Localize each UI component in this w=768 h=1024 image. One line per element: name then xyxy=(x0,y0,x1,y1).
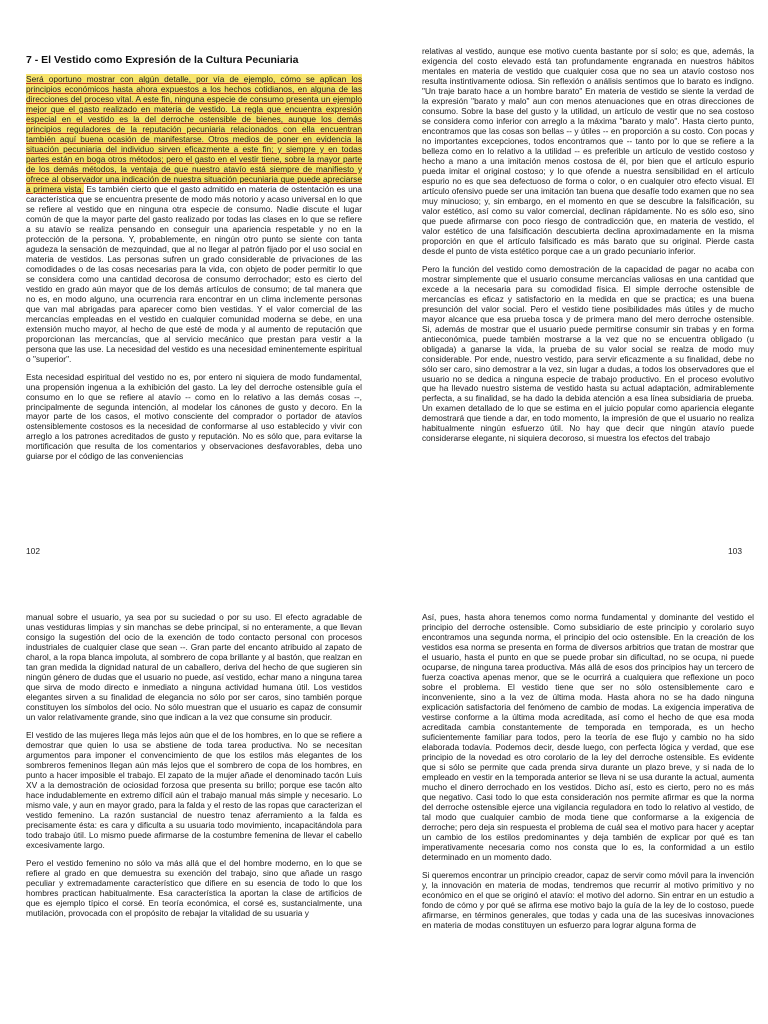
page-104 xyxy=(26,612,362,1024)
paragraph: El vestido de las mujeres llega más lejos aún que el de los hombres, en lo que se refiere a demostrar que quien lo usa se abstiene de toda tarea productiva. No se necesitan argumentos para imponer el convencimiento de que los estilos más elegantes de los sombreros femeninos llegan aún más lejos que el sombrero de copa de los hombres, en punto a hacer imposible el trabajo. El zapato de la mujer añade el denominado tacón Luis XV a la demostración de ociosidad forzosa que presenta su brillo; porque ese tacón alto hace indudablemente en extremo difícil aún el trabajo manual más simple y necesario. Lo mismo vale, y aun en mayor grado, para la falda y el resto de las ropas que caracterizan el vestido femenino. La razón sustancial de nuestro tenaz aferramiento a la falda es precisamente ésta: es cara y dificulta a su usuaria todo movimiento, incapacitándola para todo trabajo útil. Lo mismo puede afirmarse de la costumbre femenina de llevar el cabello excesivamente largo. xyxy=(26,729,362,850)
page-102 xyxy=(26,46,362,558)
paragraph: Así, pues, hasta ahora tenemos como norma fundamental y dominante del vestido el principio del derroche ostensible. Como subsidiario de este principio y corolario suyo encontramos una segunda norma, el principio del ocio ostensible. En la creación de los vestidos esa norma se presenta en forma de diversos arbitrios que tratan de mostrar que el usuario, hasta el punto en que se puede probar sin dificultad, no se ocupa, ni puede ocuparse, de ninguna tarea productiva. Más allá de esos dos principios hay un tercero de fuerza coactiva apenas menor, que se le ocurrirá a cualquiera que reflexione un poco sobre el problema. El vestido tiene que ser no sólo ostensiblemente caro e inconveniente, sino a la vez de última moda. Hasta ahora no se ha dado ninguna explicación satisfactoria del fenómeno de cambio de modas. La exigencia imperativa de vestirse conforme a la última moda acreditada, así como el hecho de que esa moda acreditada cambia constantemente de temporada en temporada, es un hecho suficientemente familiar para todos, pero la teoría de ese flujo y cambio no ha sido elaborada todavía. Podemos decir, desde luego, con perfecta lógica y verdad, que ese principio de la novedad es otro corolario de la ley del derroche ostensible. Es evidente que si sólo se permite que cada prenda sirva durante un plazo breve, y si nada de lo empleado en vestir en la temporada anterior se lleva ni se usa durante la actual, aumenta mucho el dinero derrochado en los vestidos. Dicho así, esto es cierto, pero no es más que negativo. Casi todo lo que esta consideración nos permite afirmar es que la norma del derroche ostensible ejerce una vigilancia reguladora en todo lo relativo al vestido, de tal modo que cualquier cambio de moda tiene que conformarse a la exigencia de derroche; pero deja sin respuesta el problema de cuál sea el motivo para hacer y aceptar un cambio de los estilos predominantes y deja también de explicar por qué es tan imperativamente necesaria como nos consta que lo es, la conformidad a un estilo determinado en un momento dado. xyxy=(422,612,754,862)
chapter-title: 7 - El Vestido como Expresión de la Cultura Pecuniaria xyxy=(26,54,299,66)
paragraph: relativas al vestido, aunque ese motivo cuenta bastante por sí solo; es que, además, la exigencia del costo elevado está tan profundamente engranada en nuestros hábitos mentales en materia de vestido que cualquier cosa que no sea un atavío costoso nos resulta instintivamente odiosa. Sin reflexión o análisis sentimos que lo barato es indigno. "Un traje barato hace a un hombre barato" En materia de vestido se siente la verdad de la expresión "barato y malo" aun con menos atenuaciones que en otras direcciones de consumo. Sobre la base del gusto y la utilidad, un artículo de vestir que no sea costoso se considera como inferior con arreglo a la máxima "barato y malo". Hasta cierto punto, encontramos que las cosas son bellas -- y útiles -- en proporción a su costo. Con pocas y no importantes excepciones, todos encontramos que -- tanto por lo que se refiere a la belleza como en lo relativo a la utilidad -- es preferible un artículo de vestido costoso y hecho a mano a una imitación menos costosa de él, por bien que el artículo espurio pueda imitar el original costoso; y lo que ofende a nuestra sensibilidad en el artículo espurio no es que sea defectuoso de forma o color, o en cualquier otro efecto visual. El artículo ofensivo puede ser una imitación tan buena que desafíe todo examen que no sea muy minucioso; y, sin embargo, en el momento en que se descubre la falsificación, su valor estético, así como su valor comercial, declinan rápidamente. No es sólo eso, sino que puede afirmarse con poco riesgo de contradicción que, en materia de vestido, el valor estético de una falsificación descubierta declina aproximadamente en la misma proporción en que el artículo falsificado es más barato que su original. Pierde casta desde el punto de vista estético porque cae a un grado pecuniario inferior. xyxy=(422,46,754,256)
page-105 xyxy=(422,612,754,1024)
page-number: 103 xyxy=(728,546,742,556)
paragraph-text: Es también cierto que el gasto admitido en materia de ostentación es una característica que se encuentra presente de modo más notorio y acaso universal en lo que se refiere al vestido que en ninguna otra especie de consumo. Nadie discute el lugar común de que la mayor parte del gasto realizado por todas las clases en lo que se refiere a su atavío se realiza pensando en conseguir una apariencia respetable y no en la protección de la persona. Y, probablemente, en ningún otro punto se siente con tanta agudeza la sensación de mezquindad, que al no llegar al patrón fijado por el uso social en materia de vestidos. Las personas sufren un grado considerable de privaciones de las comodidades o de las cosas necesarias para la vida, con objeto de poder permitir lo que se considera como una cantidad decorosa de consumo derrochador; esto es cierto del vestido en grado aún mayor que de los demás artículos de consumo; de tal manera que no es, en modo alguno, una ocurrencia rara encontrar en un clima inclemente personas que van mal abrigadas para aparecer como bien vestidas. Y el valor comercial de las mercancías empleadas en el vestido en cualquier comunidad moderna se debe, en una extensión mucho mayor, al hecho de que esté de moda y al aumento de reputación que proporcionan las mercancías, que al servicio mecánico que prestan para vestir a la persona que las use. La necesidad del vestido es una necesidad eminentemente espiritual o "superior". xyxy=(26,183,362,364)
highlighted-text: Será oportuno mostrar con algún detalle, por vía de ejemplo, cómo se aplican los principios económicos hasta ahora expuestos a los hechos cotidianos, en alguna de las direcciones del proceso vital. A este fin, ninguna especie de consumo presenta un ejemplo mejor que el gasto realizado en materia de vestido. La regla que encuentra expresión especial en el vestido es la del derroche ostensible de bienes, aunque los demás principios reguladores de la reputación pecuniaria relacionados con ella encuentran también aquí buena ocasión de manifestarse. Otros medios de poner en evidencia la situación pecuniaria del individuo sirven eficazmente a este fin; y siempre y en todas partes están en boga otros métodos; pero el gasto en el vestir tiene, sobre la mayor parte de los demás métodos, la ventaja de que nuestro atavío está siempre de manifiesto y ofrece al observador una indicación de nuestra situación pecuniaria que puede apreciarse a primera vista. xyxy=(26,74,362,194)
paragraph xyxy=(26,74,362,364)
paragraph: Esta necesidad espiritual del vestido no es, por entero ni siquiera de modo fundamental, una propensión ingenua a la exhibición del gasto. La ley del derroche ostensible guía el consumo en lo que se refiere al atavío -- como en lo relativo a las demás cosas --, principalmente de segunda intención, al modelar los cánones de gusto y decoro. En la mayor parte de los casos, el motivo consciente del comprador o portador de atavíos ostensiblemente costosos es la necesidad de conformarse al uso establecido y vivir con arreglo a los patrones acreditados de gusto y reputación. No es sólo que, para evitarse la mortificación que resulta de los comentarios y observaciones desfavorables, deba uno guiarse por el código de las conveniencias xyxy=(26,371,362,462)
paragraph: manual sobre el usuario, ya sea por su suciedad o por su uso. El efecto agradable de unas vestiduras limpias y sin manchas se debe principal, si no enteramente, a que llevan consigo la sugestión del ocio de la exención de todo contacto personal con procesos industriales de cualquier clase que sean --. Gran parte del encanto atribuido al zapato de charol, a la ropa blanca impoluta, al sombrero de copa brillante y al bastón, que realzan en tan gran medida la dignidad natural de un caballero, deriva del hecho de que sugieren sin ningún género de dudas que el usuario no puede, así vestido, echar mano a ninguna tarea que sirva de modo directo e inmediato a ninguna actividad humana útil. Los vestidos elegantes sirven a su finalidad de elegancia no sólo por ser caros, sino también porque constituyen los símbolos del ocio. No sólo muestran que el usuario es capaz de consumir un valor relativamente grande, sino que indican a la vez que consume sin producir. xyxy=(26,612,362,722)
page-number: 102 xyxy=(26,546,40,556)
page-103 xyxy=(422,46,754,558)
paragraph: Pero el vestido femenino no sólo va más allá que el del hombre moderno, en lo que se refiere al grado en que demuestra su exención del trabajo, sino que añade un rasgo peculiar y extremadamente característico que difiere en su esencia de todo lo que los hombres practican habitualmente. Esa característica la aportan la clase de artificios de que es ejemplo típico el corsé. En teoría económica, el corsé es, sustancialmente, una mutilación, provocada con el propósito de rebajar la vitalidad de su usuaria y xyxy=(26,857,362,918)
paragraph: Pero la función del vestido como demostración de la capacidad de pagar no acaba con mostrar simplemente que el usuario consume mercancías valiosas en una cantidad que excede a la necesaria para su comodidad física. El simple derroche ostensible de mercancías es eficaz y satisfactorio en la medida en que se practica; es una buena presunción del valor social. Pero el vestido tiene posibilidades más útiles y de mucho mayor alcance que esa prueba tosca y de primera mano del mero derroche ostensible. Si, además de mostrar que el usuario puede permitirse consumir sin trabas y en forma antieconómica, puede también mostrarse a la vez que no se encuentra obligado (u obligada) a ganarse la vida, la prueba de su valor social se realza de modo muy considerable. Por ende, nuestro vestido, para servir eficazmente a su finalidad, debe no sólo ser caro, sino demostrar a la vez, sin lugar a dudas, a todos los observadores que el usuario no se dedica a ninguna especie de trabajo productivo. En el proceso evolutivo que ha llevado nuestro sistema de vestido hasta su actual adaptación, admirablemente perfecta, a su finalidad, se ha dado la debida atención a esa línea subsidiaria de prueba. Un examen detallado de lo que se estima en el juicio popular como apariencia elegante demostrará que tiende a dar, en todo momento, la impresión de que el usuario no realiza habitualmente ningún esfuerzo útil. No hay que decir que ningún atavío puede considerarse elegante, ni siquiera decoroso, si muestra los efectos del trabajo xyxy=(422,263,754,444)
paragraph: Si queremos encontrar un principio creador, capaz de servir como móvil para la invención y, la innovación en materia de modas, tendremos que recurrir al motivo primitivo y no económico en el que se originó el atavío: el motivo del adorno. Sin entrar en un estudio a fondo de cómo y por qué se afirma ese motivo bajo la guía de la ley de lo costoso, puede afirmarse, en términos generales, que todas y cada una de las sucesivas innovaciones en materia de modas constituyen un esfuerzo para lograr alguna forma de xyxy=(422,869,754,930)
